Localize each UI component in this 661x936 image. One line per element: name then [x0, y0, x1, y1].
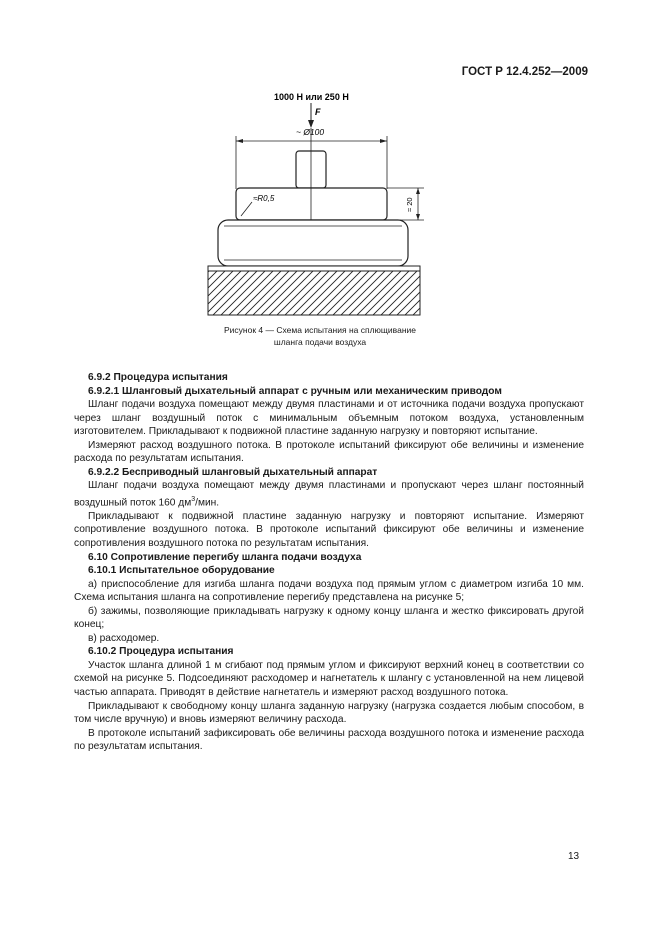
list-item: в) расходомер. — [88, 632, 160, 644]
page-number: 13 — [568, 851, 580, 862]
flattening-test-diagram — [196, 84, 436, 344]
paragraph: Участок шланга длиной 1 м сгибают под прямым углом и фиксируют верхний конец в соответствии со схемой на рисунке 5. Подсоединяют расходомер и нагнетатель к шлангу с установленной на нем лицевой частью аппарата. Приводят в действие нагнетатель и измеряют расход воздушного потока. — [74, 659, 584, 698]
paragraph: Прикладывают к свободному концу шланга заданную нагрузку (нагрузка создается любым способом, в том числе вручную) и вновь измеряют величину расхода. — [74, 700, 584, 726]
height-arrow-bottom — [416, 214, 420, 220]
section-6-9-2-heading: 6.9.2 Процедура испытания — [88, 372, 228, 383]
section-6-10-2-heading: 6.10.2 Процедура испытания — [88, 646, 234, 658]
document-body — [74, 371, 584, 754]
list-item: а) приспособление для изгиба шланга подачи воздуха под прямым углом с диаметром изгиба 10 мм. Схема испытания шланга на сопротивление перегибу представлена на рисунке 5; — [74, 578, 584, 604]
flattened-hose — [218, 220, 408, 266]
list-item: б) зажимы, позволяющие прикладывать нагрузку к одному концу шланга и жестко фиксировать другой конец; — [74, 605, 584, 631]
load-label: 1000 Н или 250 Н — [274, 92, 349, 102]
pressing-plate — [236, 188, 387, 220]
radius-label: ≈R0,5 — [253, 194, 275, 203]
paragraph: Шланг подачи воздуха помещают между двумя пластинами и от источника подачи воздуха пропускают через шланг воздушный поток с минимальным объемным потоком воздуха, установленным изготовителем. Прикладывают к подвижной пластине заданную нагрузку и повторяют испытание. — [74, 399, 584, 438]
caption-line-1: Рисунок 4 — Схема испытания на сплющивание — [224, 325, 416, 335]
figure-caption — [170, 324, 470, 348]
section-6-9-2-2-heading: 6.9.2.2 Бесприводный шланговый дыхательный аппарат — [88, 466, 378, 478]
diameter-arrow-left — [236, 139, 243, 143]
section-6-10-heading: 6.10 Сопротивление перегибу шланга подачи воздуха — [88, 551, 362, 563]
document-header: ГОСТ Р 12.4.252—2009 — [461, 66, 588, 78]
section-6-9-2-1-heading: 6.9.2.1 Шланговый дыхательный аппарат с ручным или механическим приводом — [88, 385, 502, 397]
airflow-unit: /мин. — [195, 497, 220, 509]
diameter-label: ~ Ø100 — [296, 127, 325, 137]
force-label: F — [315, 107, 321, 117]
paragraph: В протоколе испытаний зафиксировать обе величины расхода воздушного потока и изменение расхода по результатам испытания. — [74, 727, 584, 753]
base-plate — [208, 266, 420, 271]
base-foundation — [208, 271, 420, 315]
unit-superscript: 3 — [191, 495, 196, 503]
paragraph: Измеряют расход воздушного потока. В протоколе испытаний фиксируют обе величины и изменение расхода по результатам испытания. — [74, 439, 584, 465]
diameter-arrow-right — [380, 139, 387, 143]
paragraph-airflow — [74, 479, 584, 509]
height-arrow-top — [416, 188, 420, 194]
height-label: ≈ 20 — [405, 197, 414, 212]
airflow-text: Шланг подачи воздуха помещают между двумя пластинами и пропускают через шланг постоянный воздушный поток 160 дм — [74, 480, 584, 509]
paragraph: Прикладывают к подвижной пластине заданную нагрузку и повторяют испытание. Измеряют сопротивление воздушного потока. В протоколе испытаний фиксируют обе величины и изменение сопротивления воздушного потока по результатам испытания. — [74, 510, 584, 549]
section-6-10-1-heading: 6.10.1 Испытательное оборудование — [88, 565, 275, 577]
caption-line-2: шланга подачи воздуха — [273, 337, 367, 347]
